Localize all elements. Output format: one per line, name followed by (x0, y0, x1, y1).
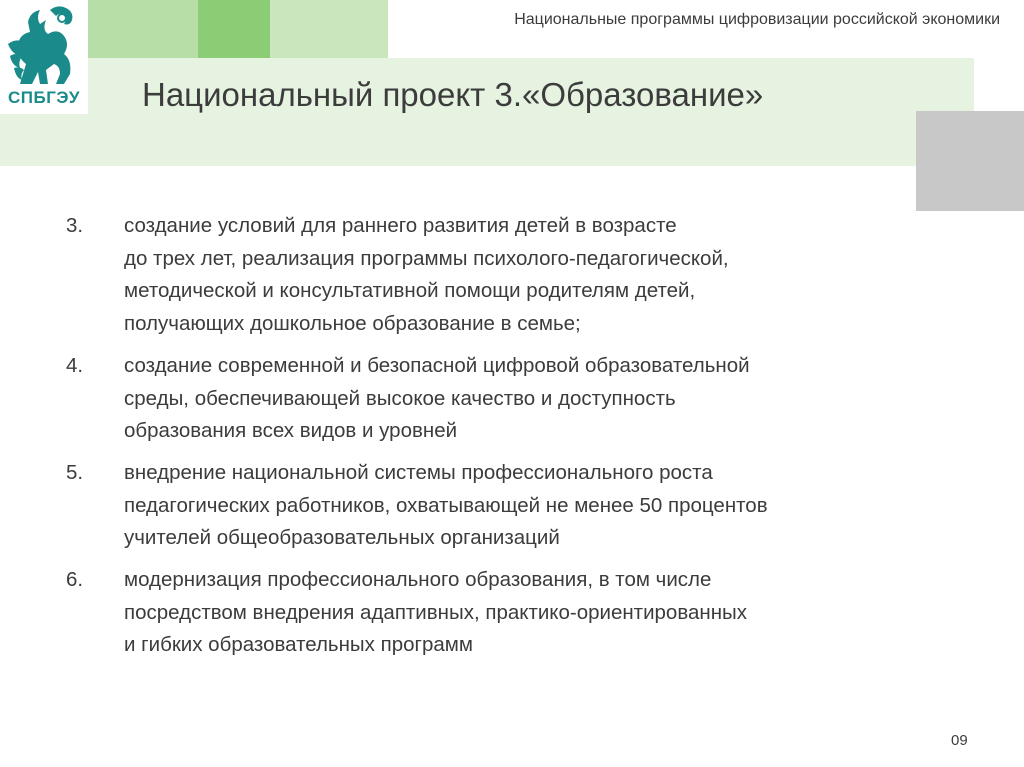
list-item-line: методической и консультативной помощи родителям детей, (124, 279, 696, 303)
list-item (66, 457, 926, 555)
content-list (66, 210, 926, 662)
page-number: 09 (951, 732, 968, 749)
list-item-line: посредством внедрения адаптивных, практико-ориентированных (124, 600, 748, 624)
list-item-line: и гибких образовательных программ (124, 633, 473, 657)
list-item (66, 564, 926, 662)
list-item-line: получающих дошкольное образование в семье; (124, 312, 581, 336)
list-item (66, 350, 926, 448)
list-item-line: до трех лет, реализация программы психолого-педагогической, (124, 246, 729, 270)
list-item-line: образования всех видов и уровней (124, 419, 458, 443)
page-title: Национальный проект 3.«Образование» (142, 76, 764, 113)
list-item-number: 4. (66, 353, 84, 377)
list-item-line: создание современной и безопасной цифровой образовательной (124, 353, 750, 377)
header-green-block-2 (198, 0, 270, 58)
list-item-number: 5. (66, 460, 84, 484)
header-green-block-1 (88, 0, 198, 58)
list-item-number: 6. (66, 568, 84, 592)
list-item-line: внедрение национальной системы профессионального роста (124, 460, 713, 484)
logo-text: СПБГЭУ (7, 88, 81, 107)
header-green-block-3 (270, 0, 388, 58)
list-item-line: среды, обеспечивающей высокое качество и доступность (124, 386, 676, 410)
list-item-line: модернизация профессионального образования, в том числе (124, 568, 712, 592)
list-item-number: 3. (66, 214, 84, 237)
header-subtitle: Национальные программы цифровизации российской экономики (514, 11, 1000, 28)
university-logo (0, 0, 88, 114)
griffin-logo-icon (6, 4, 82, 88)
list-item-line: педагогических работников, охватывающей не менее 50 процентов (124, 493, 768, 517)
header-gray-block (916, 111, 1024, 211)
list-item (66, 210, 926, 341)
list-item-line: создание условий для раннего развития детей в возрасте (124, 214, 677, 237)
list-item-line: учителей общеобразовательных организаций (124, 526, 560, 550)
